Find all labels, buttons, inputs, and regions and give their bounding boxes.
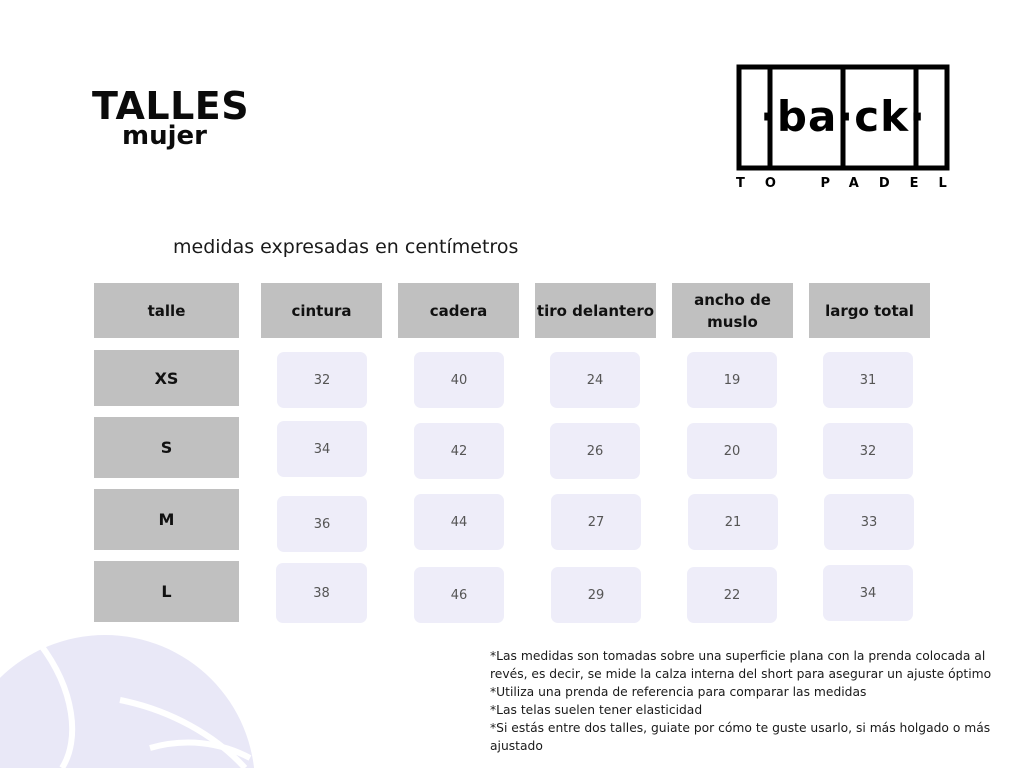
cell-l-largo: 34 bbox=[823, 565, 913, 621]
column-header-cadera: cadera bbox=[398, 283, 519, 338]
column-header-ancho-de-muslo: ancho de muslo bbox=[672, 283, 793, 338]
units-note: medidas expresadas en centímetros bbox=[173, 236, 519, 258]
cell-xs-tiro: 24 bbox=[550, 352, 640, 408]
cell-l-cadera: 46 bbox=[414, 567, 504, 623]
cell-m-cintura: 36 bbox=[277, 496, 367, 552]
cell-m-cadera: 44 bbox=[414, 494, 504, 550]
padel-ball-decoration bbox=[0, 630, 260, 768]
cell-l-cintura: 38 bbox=[276, 563, 367, 623]
cell-m-muslo: 21 bbox=[688, 494, 778, 550]
cell-xs-largo: 31 bbox=[823, 352, 913, 408]
cell-l-tiro: 29 bbox=[551, 567, 641, 623]
column-header-largo-total: largo total bbox=[809, 283, 930, 338]
size-s: S bbox=[94, 417, 239, 478]
cell-xs-muslo: 19 bbox=[687, 352, 777, 408]
size-m: M bbox=[94, 489, 239, 550]
brand-logo bbox=[736, 64, 967, 194]
cell-s-cintura: 34 bbox=[277, 421, 367, 477]
size-l: L bbox=[94, 561, 239, 622]
cell-m-tiro: 27 bbox=[551, 494, 641, 550]
size-xs: XS bbox=[94, 350, 239, 406]
column-header-talle: talle bbox=[94, 283, 239, 338]
page-title bbox=[92, 84, 252, 150]
title-subtitle: mujer bbox=[122, 121, 207, 151]
footnote: *Si estás entre dos talles, guiate por cómo te guste usarlo, si más holgado o más ajustado bbox=[490, 721, 991, 753]
title-main: TALLES bbox=[92, 84, 250, 128]
cell-m-largo: 33 bbox=[824, 494, 914, 550]
cell-s-largo: 32 bbox=[823, 423, 913, 479]
footnote: *Utiliza una prenda de referencia para comparar las medidas bbox=[490, 685, 867, 699]
cell-s-tiro: 26 bbox=[550, 423, 640, 479]
column-header-cintura: cintura bbox=[261, 283, 382, 338]
footnote: *Las medidas son tomadas sobre una superficie plana con la prenda colocada al revés, es decir, se mide la calza interna del short para asegurar un ajuste óptimo bbox=[490, 649, 992, 681]
cell-xs-cintura: 32 bbox=[277, 352, 367, 408]
logo-wordmark: ·ba·ck· bbox=[759, 92, 927, 141]
footnotes bbox=[490, 647, 1000, 755]
logo-tagline: TO PADEL bbox=[736, 176, 967, 191]
cell-s-muslo: 20 bbox=[687, 423, 777, 479]
footnote: *Las telas suelen tener elasticidad bbox=[490, 703, 703, 717]
cell-xs-cadera: 40 bbox=[414, 352, 504, 408]
column-header-tiro-delantero: tiro delantero bbox=[535, 283, 656, 338]
cell-s-cadera: 42 bbox=[414, 423, 504, 479]
cell-l-muslo: 22 bbox=[687, 567, 777, 623]
